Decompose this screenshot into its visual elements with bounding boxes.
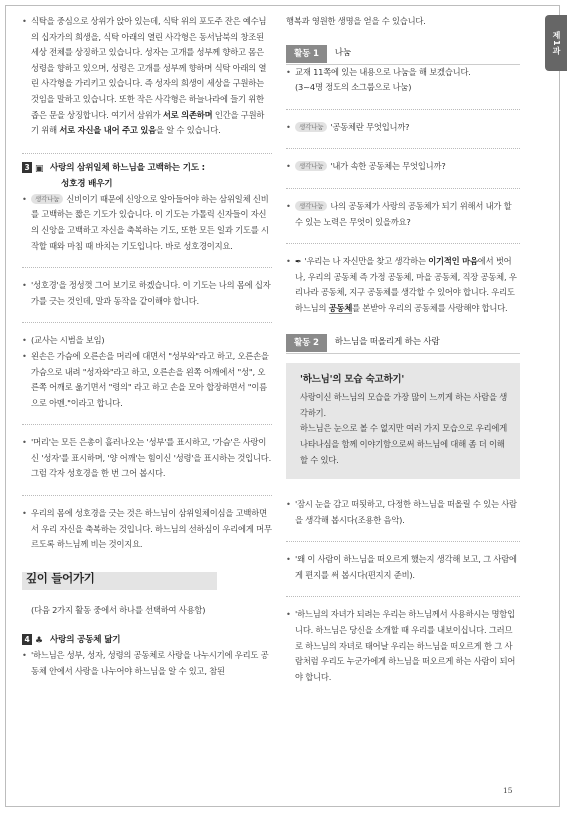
think-share-tag: 생각나눔 bbox=[295, 122, 327, 132]
box-text: 하느님은 눈으로 볼 수 없지만 여러 가지 모습으로 우리에게 나타나심을 함께 이야기함으로써 하느님에 대해 좀 더 이해할 수 있다. bbox=[300, 423, 508, 465]
activity-2-header bbox=[286, 333, 520, 354]
divider bbox=[286, 188, 520, 189]
pen-icon: ✒ bbox=[295, 257, 302, 267]
paragraph: • '하느님은 성부, 성자, 성령의 공동체로 사랑을 나누시기에 우리도 공동체 안에서 사랑을 나누어야 하느님을 알 수 있고, 참된 bbox=[22, 648, 272, 679]
people-icon: ♣ bbox=[35, 636, 43, 647]
activity-label: 활동 2 bbox=[286, 334, 327, 352]
section-number: 3 bbox=[22, 162, 32, 173]
divider bbox=[286, 148, 520, 149]
box-text: 사랑이신 하느님의 모습을 가장 많이 느끼게 하는 사람을 생각하기. bbox=[300, 392, 508, 418]
reflection-box bbox=[286, 363, 520, 480]
think-share-tag: 생각나눔 bbox=[31, 194, 63, 204]
question: • 생각나눔 '공동체란 무엇입니까? bbox=[286, 120, 520, 136]
section-heading-4: 4 ♣ 사랑의 공동체 닮기 bbox=[22, 632, 272, 648]
page-number: 15 bbox=[503, 786, 513, 795]
paragraph: • 우리의 몸에 성호경을 긋는 것은 하느님이 삼위일체이심을 고백하면서 우리 자신을 축복하는 것입니다. 하느님의 선하심이 우리에게 머무르도록 하느님께 비는 것이지요. bbox=[22, 506, 272, 553]
paragraph: • 생각나눔 신비이기 때문에 신앙으로 알아들어야 하는 삼위일체 신비를 고백하는 짧은 기도가 있습니다. 이 기도는 가톨릭 신자들이 자신의 신앙을 고백하고 자신을 축복하는 기도, 또한 모든 일과 기도를 시작할 때와 마침 때 바치는 기도입니다. 바로 성호경이지요. bbox=[22, 192, 272, 254]
section-heading-3: 3 ▣ 사랑의 삼위일체 하느님을 고백하는 기도 : 성호경 배우기 bbox=[22, 160, 272, 192]
chapter-tab: 제1과 bbox=[545, 15, 567, 71]
intro-paragraph: • 식탁을 중심으로 상위가 앉아 있는데, 식탁 위의 포도주 잔은 예수님의 십자가의 희생을, 식탁 아래의 열린 사각형은 동서남북의 창조된 세상 전체를 상징하고 있습니다. 성자는 고개를 성부께 향하고 몸은 성령을 향하고 있으며, 성령은 고개를 성부께 향하며 식탁 아래의 열린 사각형을 가리키고 있습니다. 즉 성자의 희생이 세상을 구원하는 것임을 말하고 있습니다. 또한 작은 사각형은 하늘나라에 들기 위한 좁은 문을 상징합니다. 여기서 삼위가 서로 의존하며 인간을 구원하기 위해 서로 자신을 내어 주고 있음을 알 수 있습니다. bbox=[22, 14, 272, 139]
divider bbox=[22, 267, 272, 268]
deeper-section-banner: 깊이 들어가기 bbox=[22, 569, 272, 591]
think-share-tag: 생각나눔 bbox=[295, 201, 327, 211]
divider bbox=[22, 153, 272, 154]
left-column bbox=[22, 14, 272, 680]
activity-title: 나눔 bbox=[334, 47, 351, 58]
divider bbox=[22, 495, 272, 496]
divider bbox=[286, 596, 520, 597]
slideshow-icon: ▣ bbox=[35, 163, 44, 174]
paragraph: • 교재 11쪽에 있는 내용으로 나눔을 해 보겠습니다. (3~4명 정도의 소그룹으로 나눔) bbox=[286, 65, 520, 96]
section-number: 4 bbox=[22, 634, 32, 645]
question: • 생각나눔 나의 공동체가 사랑의 공동체가 되기 위해서 내가 할 수 있는 노력은 무엇이 있을까요? bbox=[286, 199, 520, 230]
paragraph: • '왜 이 사람이 하느님을 떠오르게 했는지 생각해 보고, 그 사람에게 편지를 써 봅시다(편지지 준비). bbox=[286, 552, 520, 583]
continued-text: 행복과 영원한 생명을 얻을 수 있습니다. bbox=[286, 16, 426, 26]
teacher-note: • (교사는 시범을 보임) bbox=[22, 333, 272, 349]
right-column bbox=[286, 14, 520, 685]
paragraph: • 왼손은 가슴에 오른손을 머리에 대면서 "성부와"라고 하고, 오른손을 가슴으로 내려 "성자와"라고 하고, 오른손을 왼쪽 어깨에서 "성", 오른쪽 어깨로 옮기면서 "령의" 라고 하고 손을 모아 합장하면서 "이름으로 아멘."이라고 합니다. bbox=[22, 349, 272, 411]
paragraph: • '머리'는 모든 은총이 흘러나오는 '성부'를 표시하고, '가슴'은 사랑이신 '성자'를 표시하며, '양 어깨'는 힘이신 '성령'을 표시하는 것입니다. 그럼 각자 성호경을 한 번 그어 봅시다. bbox=[22, 435, 272, 482]
divider bbox=[22, 424, 272, 425]
activity-label: 활동 1 bbox=[286, 45, 327, 63]
activity-1-header bbox=[286, 44, 520, 65]
question: • 생각나눔 '내가 속한 공동체는 무엇입니까? bbox=[286, 159, 520, 175]
divider bbox=[286, 109, 520, 110]
paragraph: • ✒ '우리는 나 자신만을 찾고 생각하는 이기적인 마음에서 벗어나, 우리의 공동체 즉 가정 공동체, 마을 공동체, 직장 공동체, 우리나라 공동체, 지구 공동체를 생각할 수 있어야 합니다. 우리도 하느님의 공동체를 본받아 우리의 공동체를 사랑해야 합니다. bbox=[286, 254, 520, 316]
activity-title: 하느님을 떠올리게 하는 사람 bbox=[334, 336, 440, 347]
divider bbox=[22, 322, 272, 323]
divider bbox=[286, 243, 520, 244]
box-title: '하느님'의 모습 숙고하기' bbox=[300, 373, 405, 385]
divider bbox=[286, 541, 520, 542]
think-share-tag: 생각나눔 bbox=[295, 161, 327, 171]
paragraph: • '하느님의 자녀가 되려는 우리는 하느님께서 사용하시는 명함입니다. 하느님은 당신을 소개할 때 우리를 내보이십니다. 그러므로 하느님의 자녀로 태어날 우리는 하느님을 떠오르게 한 그 사람처럼 우리도 누군가에게 하느님을 떠오르게 하는 사람이 되어야 합니다. bbox=[286, 607, 520, 685]
paragraph: • '잠시 눈을 감고 떠됫하고, 다정한 하느님을 떠올릴 수 있는 사람을 생각해 봅시다(조용한 음악). bbox=[286, 497, 520, 528]
activity-note: (다음 2가지 활동 중에서 하나를 선택하여 사용함) bbox=[31, 604, 206, 615]
paragraph: • '성호경'을 정성껏 그어 보기로 하겠습니다. 이 기도는 나의 몸에 십자가를 긋는 것인데, 말과 동작을 같이해야 합니다. bbox=[22, 278, 272, 309]
